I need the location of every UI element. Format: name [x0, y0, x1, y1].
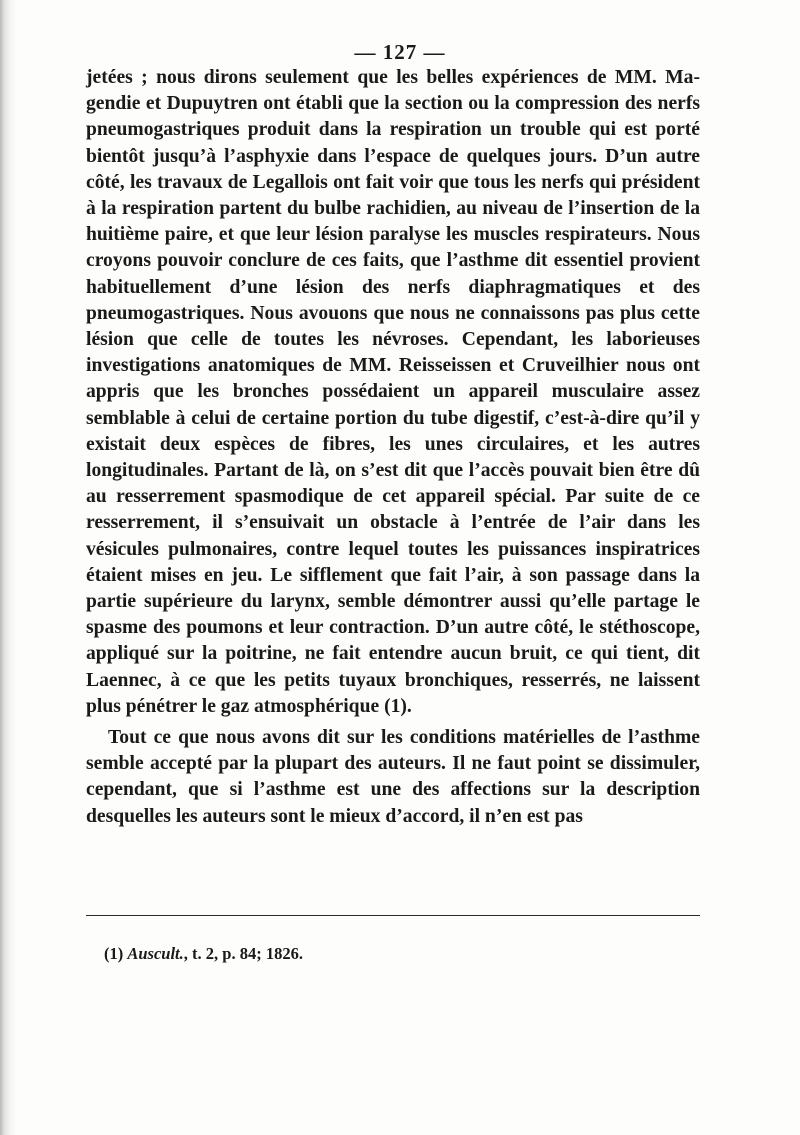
page-binding-edge: [0, 0, 18, 1135]
footnote: [104, 944, 303, 964]
footnote-divider: [86, 915, 700, 916]
paragraph: Tout ce que nous avons dit sur les conditions matérielles de l’asthme semble accepté par la plupart des auteurs. Il ne faut point se dissimuler, cependant, que si l’asthme est une des affections sur la description desquelles les auteurs sont le mieux d’accord, il n’en est pas: [86, 727, 700, 827]
paragraph: jetées ; nous dirons seulement que les belles expériences de MM. Magendie et Dupuytren ont établi que la section ou la compression des nerfs pneumogastriques produit dans la respiration un trouble qui est porté bientôt jusqu’à l’asphyxie dans l’espace de quelques jours. D’un autre côté, les travaux de Legallois ont fait voir que tous les nerfs qui président à la respiration partent du bulbe rachidien, au niveau de l’insertion de la huitième paire, et que leur lésion paralyse les muscles respirateurs. Nous croyons pouvoir conclure de ces faits, que l’asthme dit essentiel provient habituellement d’une lésion des nerfs diaphragmatiques et des pneumogastriques. Nous avouons que nous ne connaissons pas plus cette lésion que celle de toutes les névroses. Cependant, les laborieuses investigations anatomiques de MM. Reisseissen et Cruveilhier nous ont appris que les bronches possédaient un appareil musculaire assez semblable à celui de certaine portion du tube digestif, c’est-à-dire qu’il y existait deux espèces de fibres, les unes circulaires, et les autres longitudinales. Partant de là, on s’est dit que l’accès pouvait bien être dû au resserrement spasmodique de cet appareil spécial. Par suite de ce resserrement, il s’ensuivait un obstacle à l’entrée de l’air dans les vésicules pulmonaires, contre lequel toutes les puissances inspiratrices étaient mises en jeu. Le sifflement que fait l’air, à son passage dans la partie supérieure du larynx, semble démontrer aussi qu’elle partage le spasme des poumons et leur contraction. D’un autre côté, le stéthoscope, appliqué sur la poitrine, ne fait entendre aucun bruit, ce qui tient, dit Laennec, à ce que les petits tuyaux bronchiques, resserrés, ne laissent plus pénétrer le gaz atmosphérique (1).: [86, 67, 700, 717]
footnote-marker: (1): [104, 944, 124, 963]
page-number: — 127 —: [354, 40, 446, 64]
footnote-work-title: Auscult.: [127, 944, 184, 963]
footnote-citation: , t. 2, p. 84; 1826.: [183, 944, 303, 963]
body-text: [86, 65, 700, 830]
